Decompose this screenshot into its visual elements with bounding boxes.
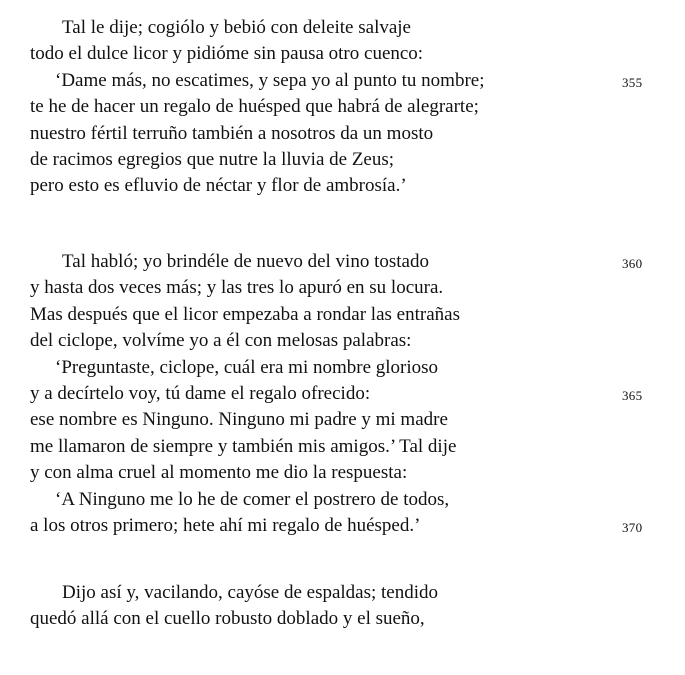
verse-line <box>0 355 685 381</box>
verse-line <box>0 302 685 328</box>
verse-text: todo el dulce licor y pidióme sin pausa otro cuenco: <box>30 43 424 65</box>
verse-text: Dijo así y, vacilando, cayóse de espaldas; tendido <box>62 582 439 603</box>
verse-line <box>0 249 685 275</box>
verse-text: te he de hacer un regalo de huésped que habrá de alegrarte; <box>30 96 479 118</box>
verse-text: Tal le dije; cogiólo y bebió con deleite salvaje <box>62 17 411 38</box>
verse-line <box>0 434 685 460</box>
verse-text: Mas después que el licor empezaba a rondar las entrañas <box>30 303 460 325</box>
verse-text: de racimos egregios que nutre la lluvia de Zeus; <box>30 148 395 170</box>
verse-text: del ciclope, volvíme yo a él con melosas palabras: <box>30 330 412 352</box>
stanza-2 <box>0 249 685 539</box>
verse-line <box>0 407 685 433</box>
verse-text: pero esto es efluvio de néctar y flor de ambrosía.’ <box>30 175 407 197</box>
verse-text: ‘Preguntaste, ciclope, cuál era mi nombre glorioso <box>55 356 439 378</box>
verse-line <box>0 606 685 632</box>
verse-line <box>0 41 685 67</box>
verse-text: y hasta dos veces más; y las tres lo apuró en su locura. <box>30 277 444 299</box>
line-number: 370 <box>622 519 643 535</box>
stanza-3 <box>0 580 685 633</box>
verse-line <box>0 68 685 94</box>
verse-line <box>0 121 685 147</box>
verse-text: me llamaron de siempre y también mis amigos.’ Tal dije <box>30 435 457 457</box>
line-number: 365 <box>622 387 643 403</box>
verse-line <box>0 15 685 41</box>
verse-text: a los otros primero; hete ahí mi regalo de huésped.’ <box>30 514 421 536</box>
verse-text: y a decírtelo voy, tú dame el regalo ofrecido: <box>30 382 371 404</box>
verse-text: ‘Dame más, no escatimes, y sepa yo al punto tu nombre; <box>55 69 485 91</box>
verse-line <box>0 487 685 513</box>
verse-line <box>0 328 685 354</box>
verse-line <box>0 94 685 120</box>
verse-text: Tal habló; yo brindéle de nuevo del vino tostado <box>62 251 429 272</box>
line-number: 355 <box>622 74 643 90</box>
verse-line <box>0 381 685 407</box>
verse-line <box>0 580 685 606</box>
stanza-1 <box>0 15 685 200</box>
verse-text: ‘A Ninguno me lo he de comer el postrero de todos, <box>55 488 450 510</box>
verse-line <box>0 513 685 539</box>
line-number: 360 <box>622 256 643 271</box>
verse-text: quedó allá con el cuello robusto doblado y el sueño, <box>30 608 425 630</box>
verse-text: y con alma cruel al momento me dio la respuesta: <box>30 462 408 484</box>
verse-text: ese nombre es Ninguno. Ninguno mi padre y mi madre <box>30 409 448 431</box>
verse-line <box>0 173 685 199</box>
verse-line <box>0 275 685 301</box>
verse-line <box>0 147 685 173</box>
verse-text: nuestro fértil terruño también a nosotros da un mosto <box>30 122 434 144</box>
verse-line <box>0 460 685 486</box>
